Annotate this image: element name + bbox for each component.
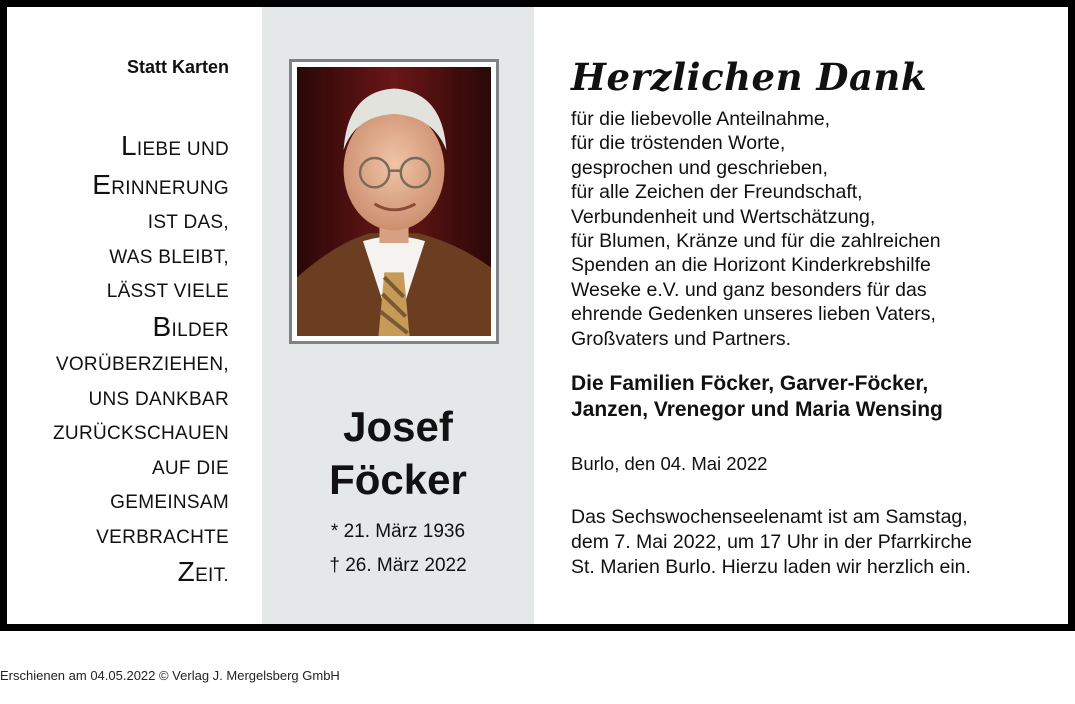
poem-text: UNS DANKBAR xyxy=(88,388,229,410)
poem-initial: B xyxy=(152,310,172,342)
poem-line xyxy=(53,348,229,383)
poem-line xyxy=(53,417,229,452)
thanks-line: Weseke e.V. und ganz besonders für das xyxy=(571,278,927,301)
poem-text: LÄSST VIELE xyxy=(106,281,229,302)
portrait-image xyxy=(297,67,491,336)
poem-line xyxy=(53,275,229,310)
left-column xyxy=(7,7,262,624)
poem-initial: Z xyxy=(177,556,196,587)
poem-initial: L xyxy=(120,130,137,161)
last-name: Föcker xyxy=(329,456,467,503)
portrait-photo xyxy=(297,67,491,336)
service-line: St. Marien Burlo. Hierzu laden wir herzlich ein. xyxy=(571,556,971,578)
poem-line xyxy=(53,206,229,241)
service-line: dem 7. Mai 2022, um 17 Uhr in der Pfarrkirche xyxy=(571,531,973,553)
poem-line xyxy=(53,129,229,168)
thanks-line: Großvaters und Partners. xyxy=(571,327,792,350)
families-line: Janzen, Vrenegor und Maria Wensing xyxy=(571,398,943,421)
poem-line xyxy=(53,168,229,207)
poem-text: GEMEINSAM xyxy=(110,492,229,513)
dateline: Burlo, den 04. Mai 2022 xyxy=(571,453,768,474)
thanks-line: für die tröstenden Worte, xyxy=(571,132,786,155)
birth-date: * 21. März 1936 xyxy=(330,521,466,542)
poem-line xyxy=(53,521,229,556)
memorial-poem xyxy=(53,129,229,594)
statt-karten-label: Statt Karten xyxy=(126,57,229,77)
poem-initial: E xyxy=(92,168,112,200)
poem-text: WAS BLEIBT, xyxy=(109,246,229,268)
service-line: Das Sechswochenseelenamt ist am Samstag, xyxy=(571,506,968,528)
poem-text: EIT. xyxy=(195,565,229,586)
poem-line xyxy=(53,555,229,594)
poem-line xyxy=(53,241,229,276)
poem-text: VORÜBERZIEHEN, xyxy=(55,354,229,375)
portrait-panel xyxy=(262,7,534,624)
thanks-line: für die liebevolle Anteilnahme, xyxy=(571,108,831,130)
thanks-line: gesprochen und geschrieben, xyxy=(571,156,828,179)
poem-text: ILDER xyxy=(171,319,229,341)
thanks-line: Verbundenheit und Wertschätzung, xyxy=(571,205,876,228)
headline: Herzlichen Dank xyxy=(571,55,927,99)
poem-line xyxy=(53,310,229,349)
first-name: Josef xyxy=(343,403,453,450)
thanks-line: für Blumen, Kränze und für die zahlreichen xyxy=(571,230,941,253)
poem-line xyxy=(53,452,229,487)
portrait-frame xyxy=(289,59,499,344)
poem-line xyxy=(53,486,229,521)
families-line: Die Familien Föcker, Garver-Föcker, xyxy=(571,372,929,395)
thanks-line: für alle Zeichen der Freundschaft, xyxy=(571,181,863,204)
poem-text: VERBRACHTE xyxy=(96,526,229,548)
poem-line xyxy=(53,383,229,418)
obituary-card xyxy=(7,7,1068,624)
death-date: † 26. März 2022 xyxy=(329,555,467,576)
poem-text: IEBE UND xyxy=(136,139,229,160)
poem-text: ZURÜCKSCHAUEN xyxy=(53,423,229,444)
poem-text: RINNERUNG xyxy=(111,177,229,199)
thanks-line: ehrende Gedenken unseres lieben Vaters, xyxy=(571,303,936,326)
families-signature xyxy=(571,371,943,423)
service-notice xyxy=(571,505,972,580)
thanks-line: Spenden an die Horizont Kinderkrebshilfe xyxy=(571,254,931,277)
publication-footer: Erschienen am 04.05.2022 © Verlag J. Mergelsberg GmbH xyxy=(0,668,340,683)
poem-text: AUF DIE xyxy=(151,457,229,479)
poem-text: IST DAS, xyxy=(147,212,229,233)
thanks-text xyxy=(571,107,941,351)
